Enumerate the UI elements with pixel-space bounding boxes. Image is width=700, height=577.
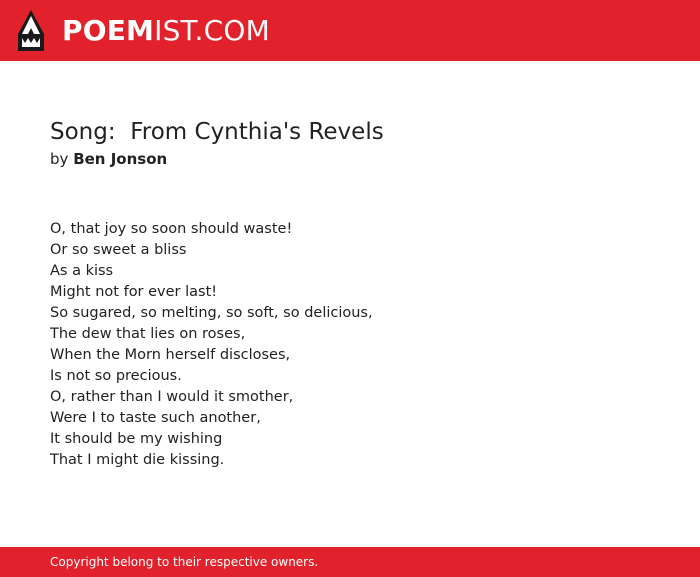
poem-line: Or so sweet a bliss (50, 242, 187, 258)
poem-line: Might not for ever last! (50, 284, 218, 300)
site-logo-link[interactable] (18, 10, 270, 51)
poem-line: O, that joy so soon should waste! (50, 221, 293, 237)
poem-line: That I might die kissing. (50, 452, 225, 468)
poem-line: It should be my wishing (50, 431, 223, 447)
site-logo-text (62, 10, 270, 51)
poem-content (50, 116, 650, 471)
poem-line: O, rather than I would it smother, (50, 389, 294, 405)
poem-title: Song: From Cynthia's Revels (50, 119, 384, 145)
byline-label: by (50, 150, 69, 168)
poem-byline (50, 148, 650, 170)
poem-line: When the Morn herself discloses, (50, 347, 291, 363)
site-header (0, 0, 700, 61)
poem-line: Were I to taste such another, (50, 410, 261, 426)
poem-line: As a kiss (50, 263, 114, 279)
site-footer (0, 547, 700, 577)
poem-line: Is not so precious. (50, 368, 182, 384)
poem-author: Ben Jonson (73, 150, 168, 168)
logo-text-bold: POEM (62, 14, 155, 47)
pen-nib-icon (18, 10, 44, 51)
footer-copyright: Copyright belong to their respective owners. (50, 555, 319, 569)
poem-line: So sugared, so melting, so soft, so delicious, (50, 305, 373, 321)
poem-body (50, 219, 650, 471)
poem-line: The dew that lies on roses, (50, 326, 246, 342)
logo-text-light: IST.COM (154, 14, 270, 47)
